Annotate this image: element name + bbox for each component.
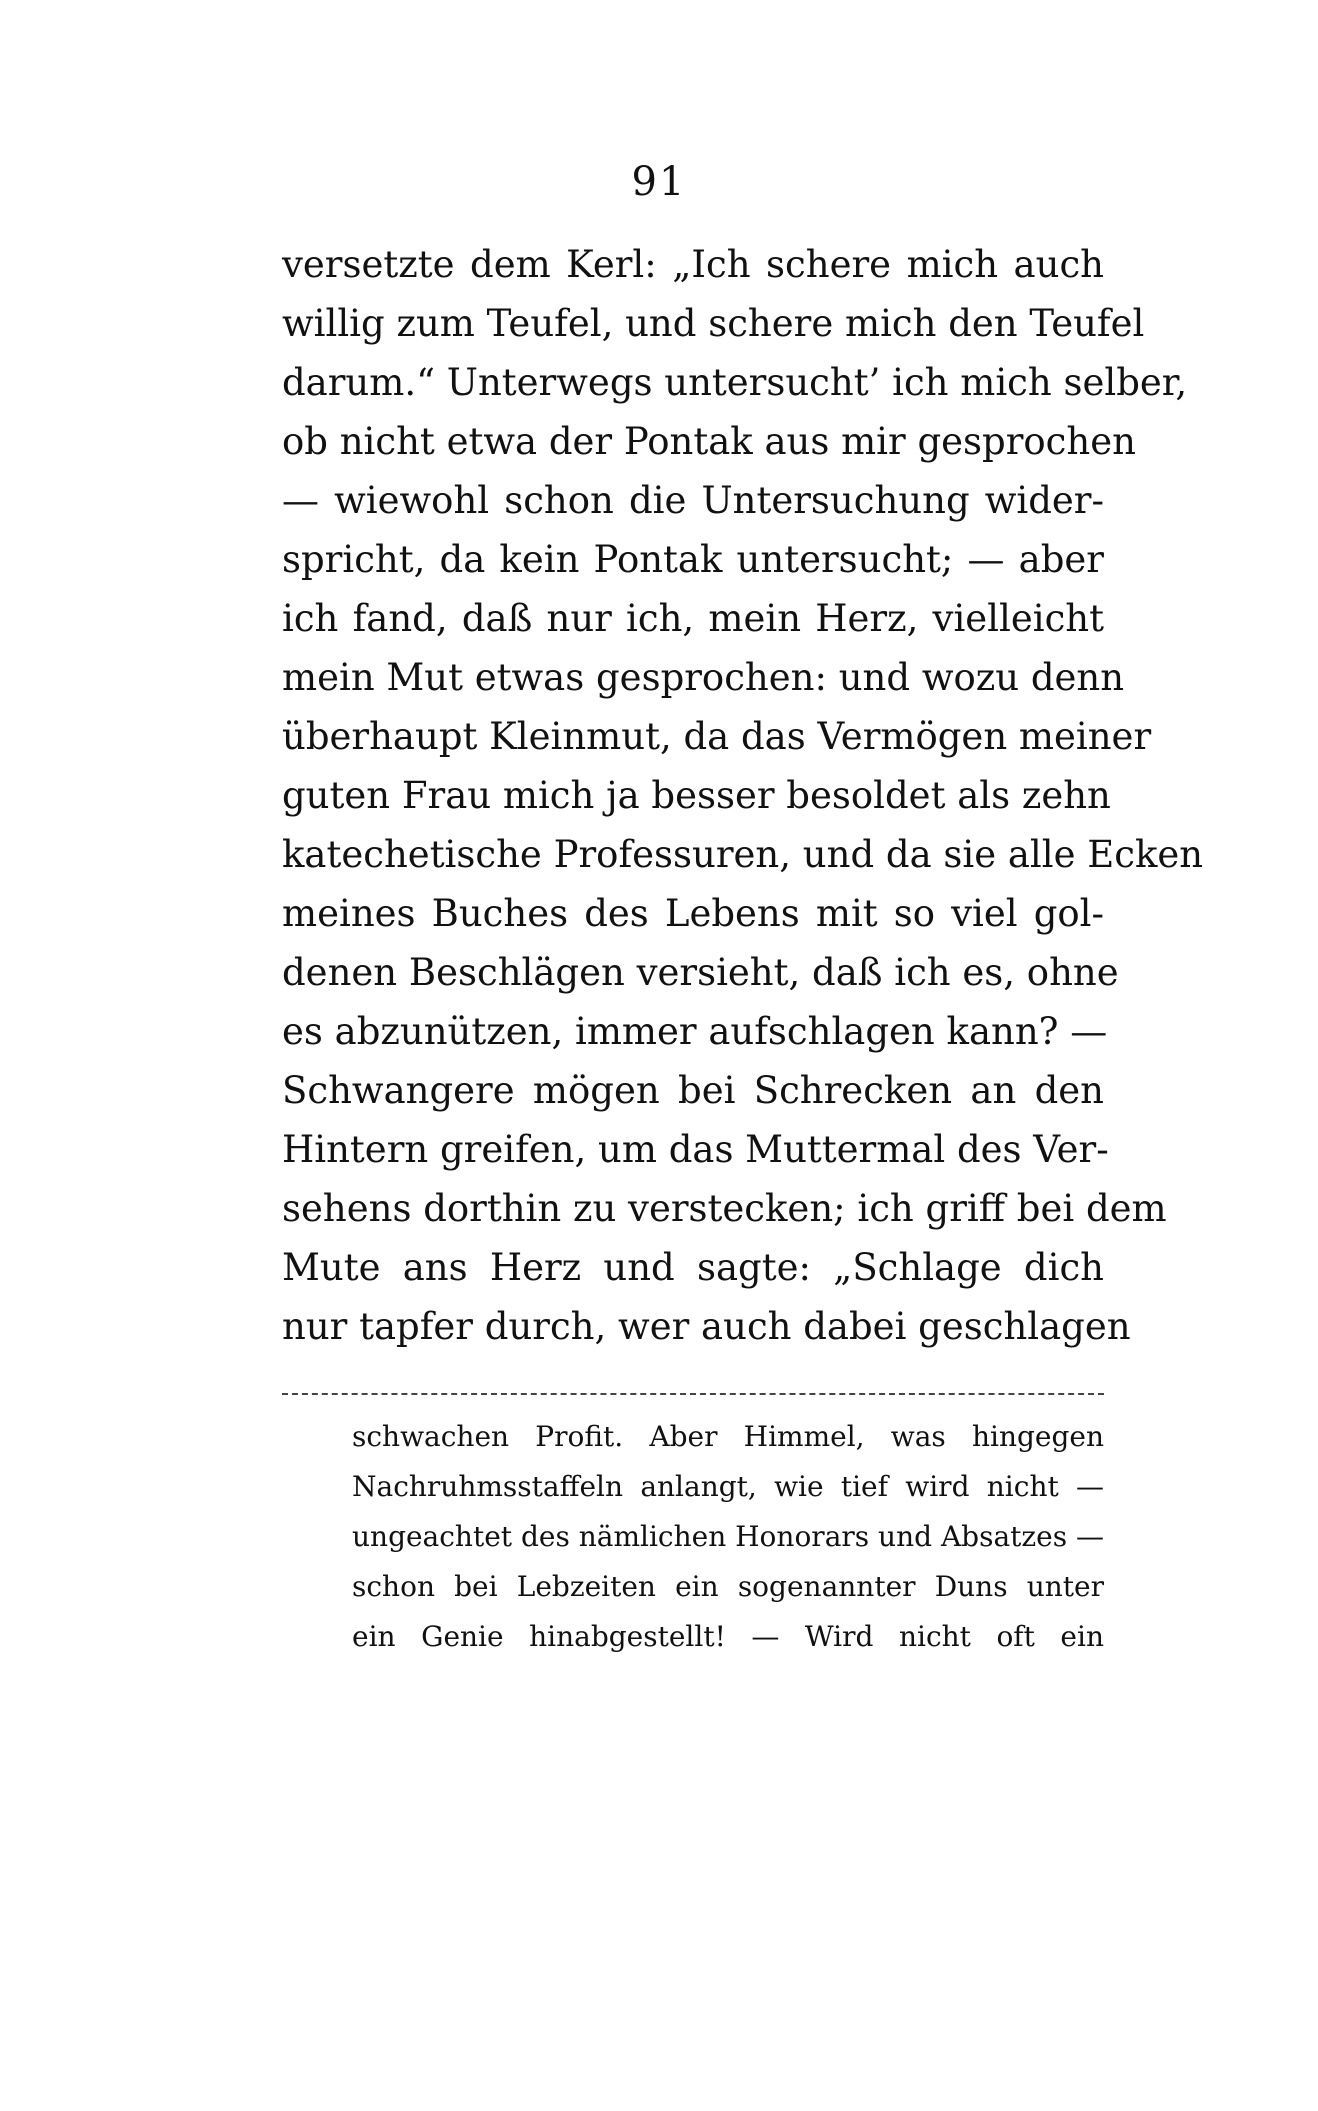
body-line: nur tapfer durch, wer auch dabei geschlagen	[282, 1305, 1131, 1348]
body-line: katechetische Professuren, und da sie alle Ecken	[282, 833, 1204, 876]
body-line: es abzunützen, immer aufschlagen kann? —	[282, 1010, 1108, 1053]
footnote-line: ungeachtet des nämlichen Honorars und Absatzes —	[352, 1520, 1104, 1553]
body-line: versetzte dem Kerl: „Ich schere mich auch	[282, 243, 1104, 286]
body-line: denen Beschlägen versieht, daß ich es, ohne	[282, 951, 1119, 994]
footnote-divider	[282, 1393, 1104, 1395]
body-line: Hintern greifen, um das Muttermal des Ver-	[282, 1128, 1109, 1171]
body-line: spricht, da kein Pontak untersucht; — aber	[282, 538, 1104, 581]
body-line: Schwangere mögen bei Schrecken an den	[282, 1069, 1104, 1112]
body-line: meines Buches des Lebens mit so viel gol-	[282, 892, 1104, 935]
footnote-line: ein Genie hinabgestellt! — Wird nicht oft ein	[352, 1620, 1104, 1653]
footnote-line: schon bei Lebzeiten ein sogenannter Duns unter	[352, 1570, 1104, 1603]
body-line: mein Mut etwas gesprochen: und wozu denn	[282, 656, 1125, 699]
body-line: überhaupt Kleinmut, da das Vermögen meiner	[282, 715, 1152, 758]
body-line: sehens dorthin zu verstecken; ich griff bei dem	[282, 1187, 1167, 1230]
body-line: ich fand, daß nur ich, mein Herz, vielleicht	[282, 597, 1104, 640]
footnote-line: schwachen Profit. Aber Himmel, was hingegen	[352, 1420, 1104, 1453]
body-text	[282, 235, 1204, 1356]
body-line: willig zum Teufel, und schere mich den Teufel	[282, 302, 1145, 345]
body-line: — wiewohl schon die Untersuchung wider-	[282, 479, 1104, 522]
body-line: Mute ans Herz und sagte: „Schlage dich	[282, 1246, 1104, 1289]
page-number: 91	[631, 159, 687, 205]
footnote-line: Nachruhmsstaffeln anlangt, wie tief wird nicht —	[352, 1470, 1104, 1503]
body-line: darum.“ Unterwegs untersucht’ ich mich selber,	[282, 361, 1188, 404]
body-line: guten Frau mich ja besser besoldet als zehn	[282, 774, 1111, 817]
footnote	[352, 1412, 1104, 1662]
body-line: ob nicht etwa der Pontak aus mir gesprochen	[282, 420, 1136, 463]
